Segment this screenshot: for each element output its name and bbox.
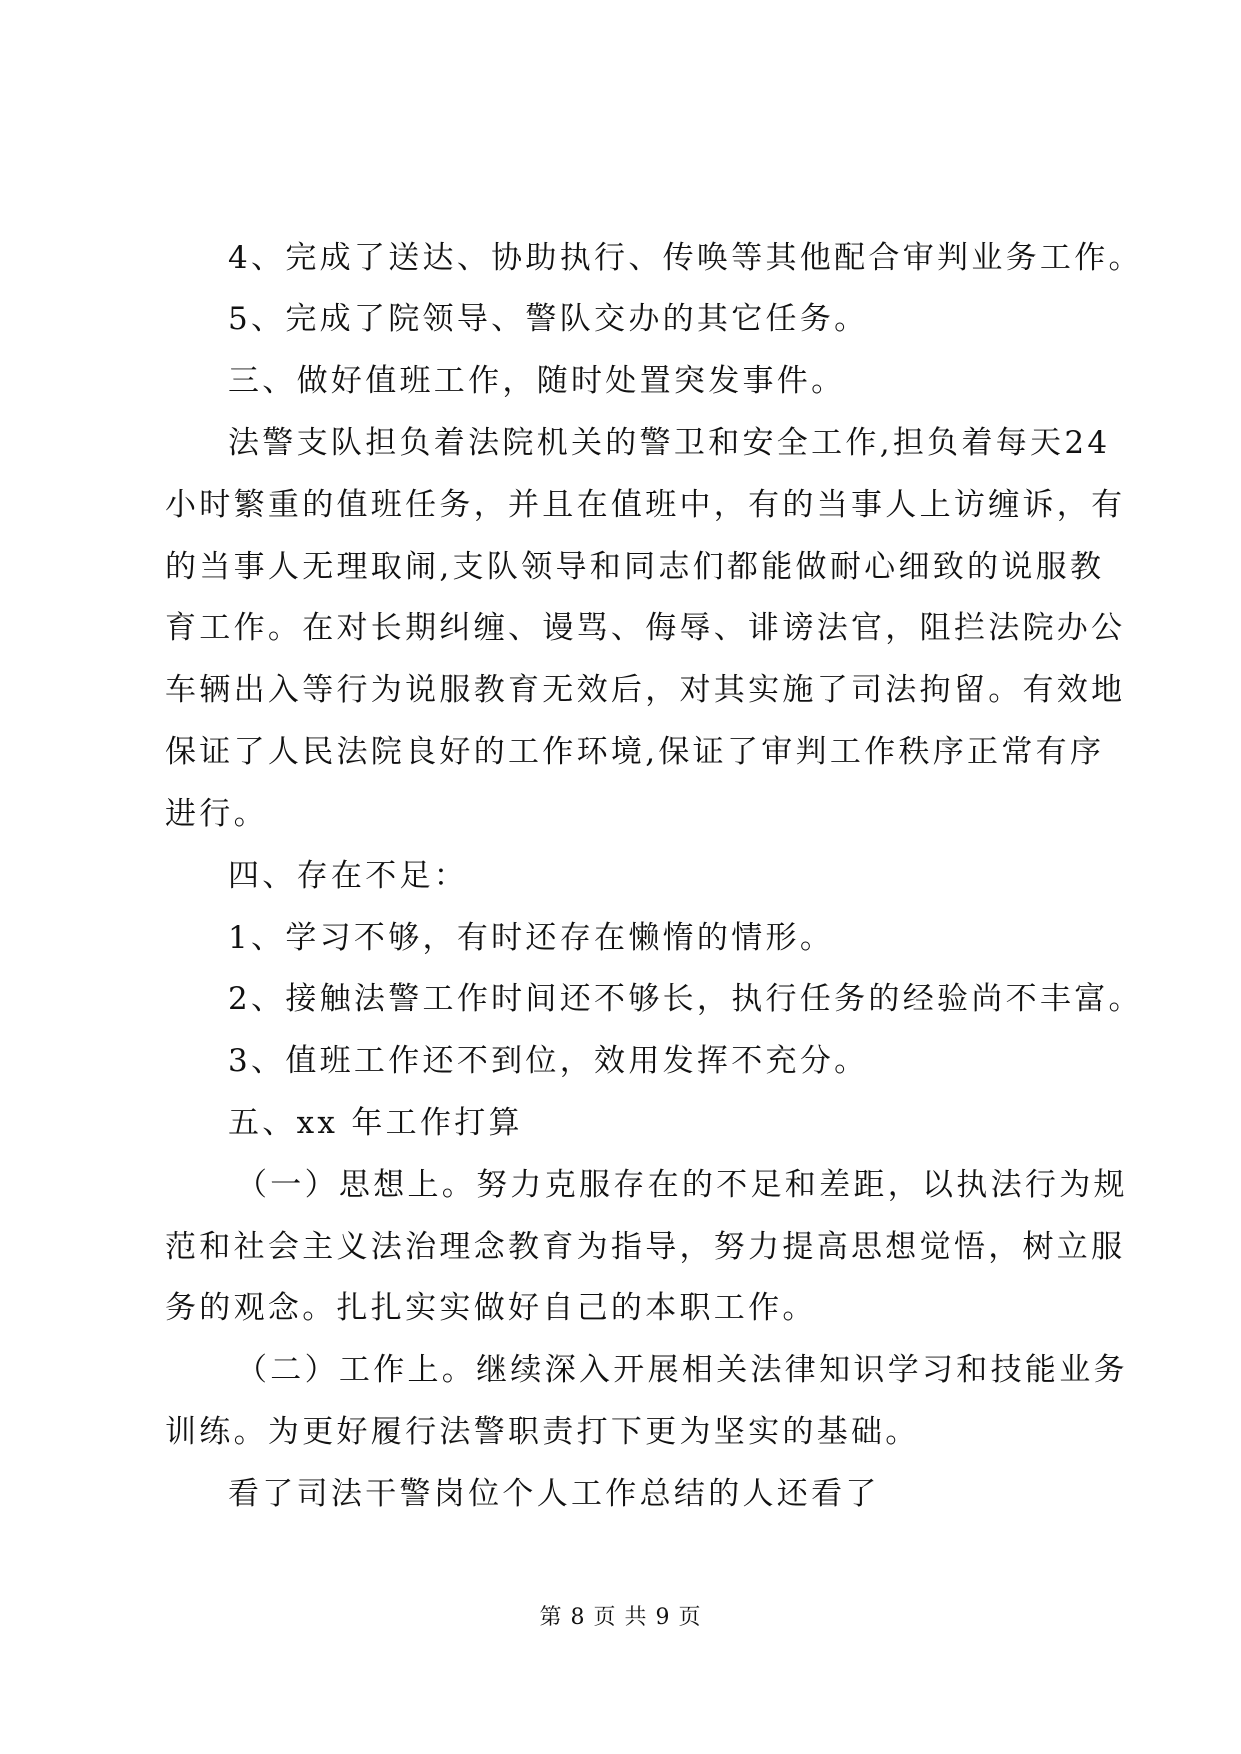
text-line: 务的观念。扎扎实实做好自己的本职工作。 <box>165 1290 817 1326</box>
text-line: 范和社会主义法治理念教育为指导，努力提高思想觉悟，树立服 <box>165 1229 1126 1265</box>
text-line: 保证了人民法院良好的工作环境,保证了审判工作秩序正常有序 <box>165 734 1105 770</box>
text-line: 车辆出入等行为说服教育无效后，对其实施了司法拘留。有效地 <box>165 672 1126 708</box>
text-line: 2、接触法警工作时间还不够长，执行任务的经验尚不丰富。 <box>228 981 1143 1017</box>
text-line: 法警支队担负着法院机关的警卫和安全工作,担负着每天24 <box>228 425 1111 461</box>
text-line: 5、完成了院领导、警队交办的其它任务。 <box>228 301 869 337</box>
text-line: 五、xx 年工作打算 <box>228 1105 523 1141</box>
text-line: 1、学习不够，有时还存在懒惰的情形。 <box>228 920 835 956</box>
text-line: 4、完成了送达、协助执行、传唤等其他配合审判业务工作。 <box>228 240 1143 276</box>
text-line: 看了司法干警岗位个人工作总结的人还看了 <box>228 1476 880 1512</box>
text-line: 进行。 <box>165 796 268 832</box>
page-number-footer: 第 8 页 共 9 页 <box>539 1605 702 1630</box>
text-line: 育工作。在对长期纠缠、谩骂、侮辱、诽谤法官，阻拦法院办公 <box>165 610 1126 646</box>
text-line: （一）思想上。努力克服存在的不足和差距，以执法行为规 <box>236 1167 1128 1203</box>
text-line: 训练。为更好履行法警职责打下更为坚实的基础。 <box>165 1414 920 1450</box>
text-line: 三、做好值班工作，随时处置突发事件。 <box>228 363 846 399</box>
text-line: （二）工作上。继续深入开展相关法律知识学习和技能业务 <box>236 1352 1128 1388</box>
text-line: 的当事人无理取闹,支队领导和同志们都能做耐心细致的说服教 <box>165 549 1105 585</box>
text-line: 3、值班工作还不到位，效用发挥不充分。 <box>228 1043 869 1079</box>
text-line: 四、存在不足： <box>228 858 469 894</box>
text-line: 小时繁重的值班任务，并且在值班中，有的当事人上访缠诉，有 <box>165 487 1126 523</box>
